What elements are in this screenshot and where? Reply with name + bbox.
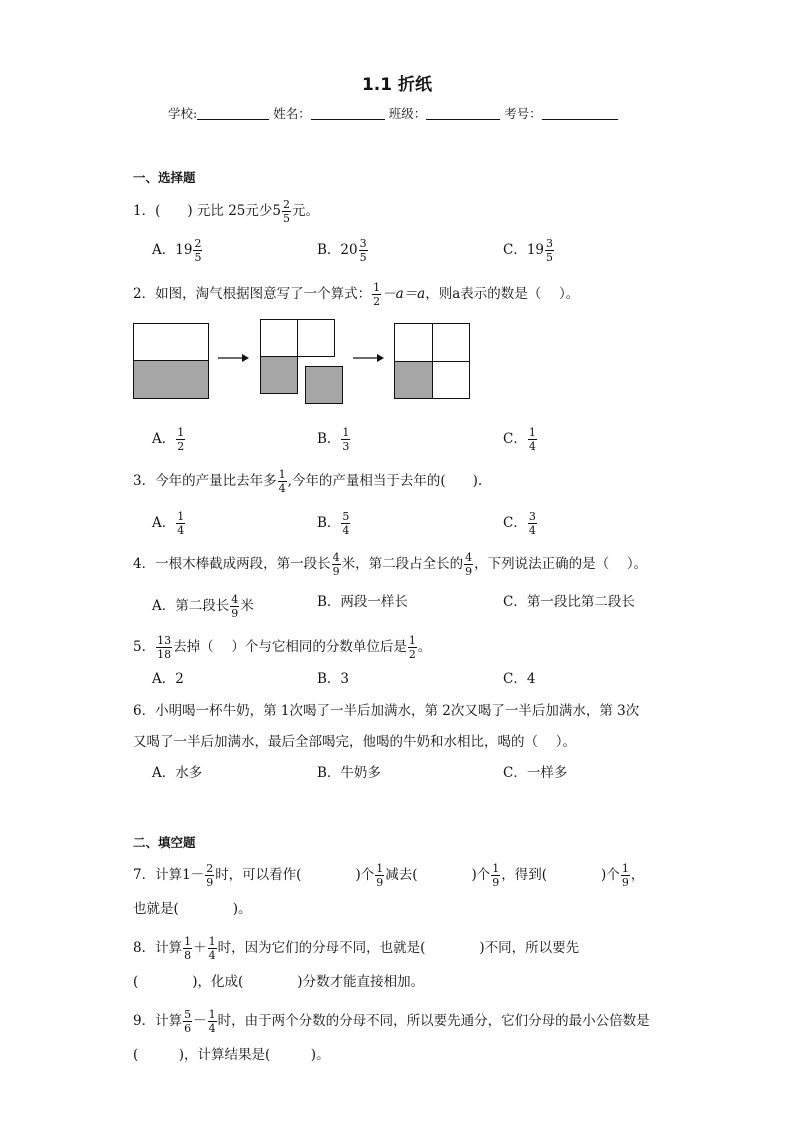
q3-fraction: $\frac{1}{4}$ (278, 468, 286, 495)
question-9: 9．计算 $\frac{5}{6}$ － $\frac{1}{4}$ 时，由于两个分数的分母不同，所以要先通分，它们分母的最小公倍数是 (133, 1008, 650, 1035)
question-7-line-2: 也就是( )。 (133, 901, 252, 917)
question-5: 5． $\frac{13}{18}$ 去掉（ ）个与它相同的分数单位后是 $\frac{1}{2}$ 。 (133, 634, 432, 661)
q2-option-a[interactable]: A． $\frac{1}{2}$ (152, 426, 185, 453)
name-label: 姓名： (273, 106, 311, 121)
class-label: 班级： (388, 106, 427, 121)
question-8-line-2: ( )，化成( )分数才能直接相加。 (133, 974, 425, 990)
q1-text-end: 元。 (291, 203, 319, 219)
figure-top-right-cell (297, 319, 335, 357)
arrow-right-icon (218, 352, 250, 364)
figure-grid-result (394, 323, 470, 399)
q2-fraction: $\frac{1}{2}$ (373, 281, 381, 308)
q1-fraction: $\frac{2}{5}$ (282, 198, 290, 225)
q5-option-a[interactable]: A．2 (152, 671, 184, 687)
question-7: 7．计算1－ $\frac{2}{9}$ 时，可以看作( )个 $\frac{1}{9}$ 减去( )个 $\frac{1}{9}$ ，得到( )个 $\frac{1}{9}$ ， (133, 862, 645, 889)
q6-option-b[interactable]: B．牛奶多 (317, 765, 381, 781)
q5-option-b[interactable]: B．3 (317, 671, 350, 687)
question-9-line-2: ( )，计算结果是( )。 (133, 1047, 330, 1063)
q3-option-a[interactable]: A． $\frac{1}{4}$ (152, 510, 185, 537)
q2-option-b[interactable]: B． $\frac{1}{3}$ (317, 426, 350, 453)
question-4: 4．一根木棒截成两段，第一段长 $\frac{4}{9}$ 米，第二段占全长的 $\frac{4}{9}$ ，下列说法正确的是（ ）。 (133, 551, 648, 578)
q2-option-c[interactable]: C． $\frac{1}{4}$ (503, 426, 536, 453)
q1-text: 1．( ) 元比 25元少5 (133, 203, 281, 219)
q2-text-end: ，则a表示的数是（ ）。 (425, 286, 580, 302)
q6-option-a[interactable]: A．水多 (152, 765, 203, 781)
student-info-line (168, 104, 618, 122)
figure-top-left-cell (260, 319, 298, 357)
name-blank[interactable] (311, 107, 385, 120)
q1-option-b[interactable]: B．20 $\frac{3}{5}$ (317, 237, 367, 264)
figure-moved-cell (305, 366, 343, 404)
section-fill-heading: 二、填空题 (133, 835, 196, 850)
school-blank[interactable] (197, 107, 269, 120)
q2-expression: －a＝a (382, 286, 426, 302)
page-title: 1.1 折纸 (361, 75, 433, 95)
question-6-line-2: 又喝了一半后加满水，最后全部喝完，他喝的牛奶和水相比，喝的（ ）。 (133, 734, 577, 750)
section-choice-heading: 一、选择题 (133, 170, 196, 185)
class-blank[interactable] (426, 107, 500, 120)
q1-option-c[interactable]: C．19 $\frac{3}{5}$ (503, 237, 554, 264)
question-6-line-1: 6．小明喝一杯牛奶，第 1次喝了一半后加满水，第 2次又喝了一半后加满水，第 3次 (133, 703, 640, 719)
q4-option-a[interactable]: A．第二段长 $\frac{4}{9}$ 米 (152, 593, 254, 620)
question-2 (133, 281, 579, 308)
q4-option-b[interactable]: B．两段一样长 (317, 594, 408, 610)
arrow-right-icon (353, 352, 385, 364)
q2-text: 2．如图，淘气根据图意写了一个算式： (133, 286, 372, 302)
number-blank[interactable] (542, 107, 618, 120)
q6-option-c[interactable]: C．一样多 (503, 765, 568, 781)
q1-option-a[interactable]: A．19 $\frac{2}{5}$ (152, 237, 202, 264)
question-1 (133, 198, 319, 225)
q3-option-b[interactable]: B． $\frac{5}{4}$ (317, 510, 350, 537)
school-label: 学校: (168, 106, 198, 121)
question-3: 3．今年的产量比去年多 $\frac{1}{4}$ ,今年的产量相当于去年的( ). (133, 468, 483, 495)
figure-bottom-left-cell (260, 356, 298, 394)
q5-option-c[interactable]: C．4 (503, 671, 536, 687)
figure-rect-half (133, 323, 209, 399)
q3-option-c[interactable]: C． $\frac{3}{4}$ (503, 510, 536, 537)
q4-option-c[interactable]: C．第一段比第二段长 (503, 594, 635, 610)
number-label: 考号： (504, 106, 542, 121)
question-8: 8．计算 $\frac{1}{8}$ ＋ $\frac{1}{4}$ 时，因为它们的分母不同，也就是( )不同，所以要先 (133, 935, 580, 962)
